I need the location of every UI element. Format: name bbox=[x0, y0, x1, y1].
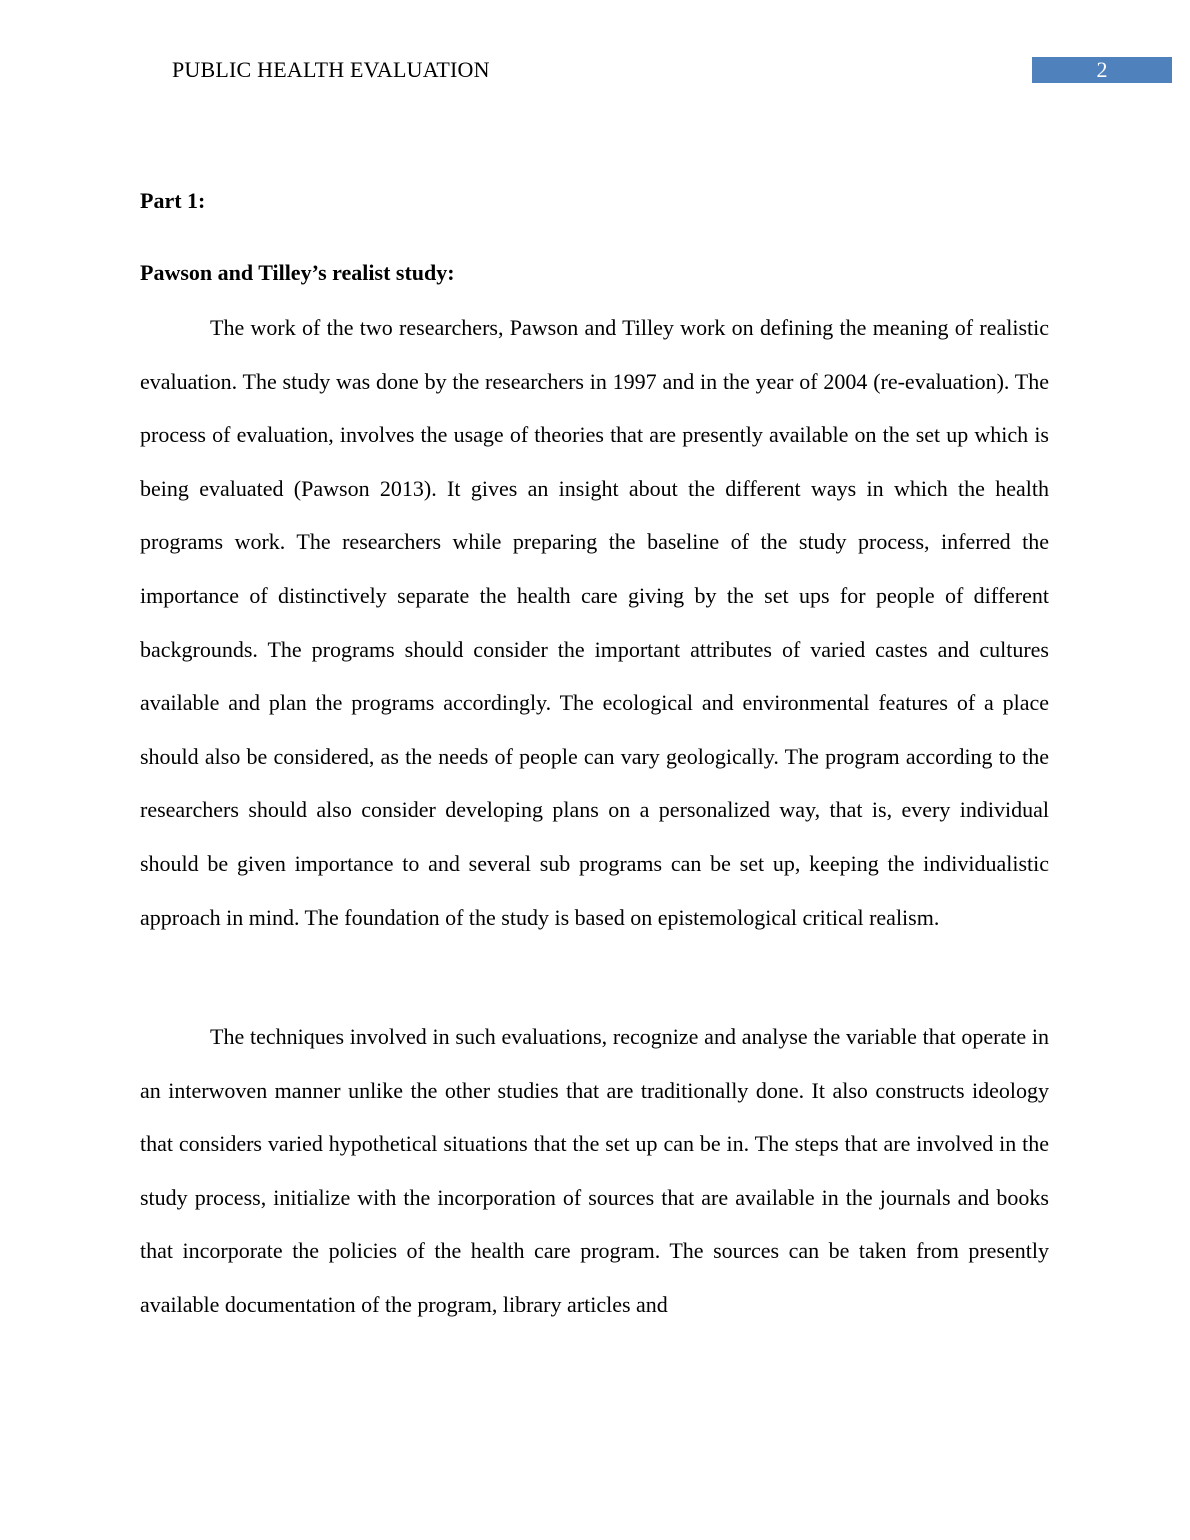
body-paragraph-1: The work of the two researchers, Pawson and Tilley work on defining the meaning of realistic evaluation. The study was done by the researchers in 1997 and in the year of 2004 (re-evaluation). The process of evaluation, involves the usage of theories that are presently available on the set up which is being evaluated (Pawson 2013). It gives an insight about the different ways in which the health programs work. The researchers while preparing the baseline of the study process, inferred the importance of distinctively separate the health care giving by the set ups for people of different backgrounds. The programs should consider the important attributes of varied castes and cultures available and plan the programs accordingly. The ecological and environmental features of a place should also be considered, as the needs of people can vary geologically. The program according to the researchers should also consider developing plans on a personalized way, that is, every individual should be given importance to and several sub programs can be set up, keeping the individualistic approach in mind. The foundation of the study is based on epistemological critical realism. bbox=[140, 315, 1049, 930]
body-paragraph-2: The techniques involved in such evaluations, recognize and analyse the variable that operate in an interwoven manner unlike the other studies that are traditionally done. It also constructs ideology that considers varied hypothetical situations that the set up can be in. The steps that are involved in the study process, initialize with the incorporation of sources that are available in the journals and books that incorporate the policies of the health care program. The sources can be taken from presently available documentation of the program, library articles and bbox=[140, 1024, 1049, 1317]
section-heading: Pawson and Tilley’s realist study: bbox=[140, 260, 455, 285]
part-heading: Part 1: bbox=[140, 188, 206, 213]
page-number-box bbox=[1032, 57, 1172, 83]
running-head: PUBLIC HEALTH EVALUATION bbox=[172, 57, 490, 82]
page-number: 2 bbox=[1096, 57, 1108, 82]
